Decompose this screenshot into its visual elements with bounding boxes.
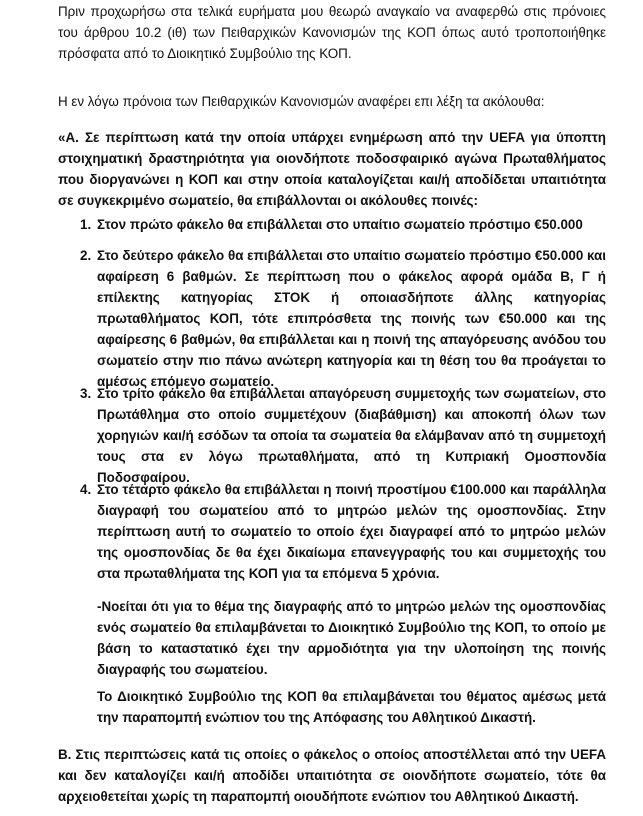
item-number: 4. — [80, 482, 92, 497]
penalty-item-4 — [80, 479, 606, 584]
penalty-item-3 — [80, 383, 606, 488]
item-number: 3. — [80, 386, 92, 401]
item-text: Στο τέταρτο φάκελο θα επιβάλλεται η ποινή προστίμου €100.000 και παράλληλα διαγραφή του σωματείου από το μητρώο μελών της ομοσπονδίας. Στην περίπτωση αυτή το σωματείο το οποίο έχει διαγραφεί από το μητρώο μελών της ομοσπονδίας δε θα έχει δικαίωμα επανεγγραφής του και συμμετοχής του στα πρωταθλήματα της ΚΟΠ για τα επόμενα 5 χρόνια. — [97, 482, 606, 581]
lead-paragraph: Η εν λόγω πρόνοια των Πειθαρχικών Κανονισμών αναφέρει επι λέξη τα ακόλουθα: — [58, 94, 545, 109]
item-text: Στο τρίτο φάκελο θα επιβάλλεται απαγόρευση συμμετοχής των σωματείων, στο Πρωτάθλημα στο οποίο συμμετέχουν (διαβάθμιση) και αποκοπή όλων των χορηγιών και/ή εσόδων τα οποία τα σωματεία θα ελάμβαναν από τη συμμετοχή τους στα εν λόγω πρωταθλήματα, από τη Κυπριακή Ομοσπονδία Ποδοσφαίρου. — [97, 386, 606, 485]
penalty-item-1 — [80, 214, 606, 235]
item-number: 2. — [80, 248, 92, 263]
intro-paragraph: Πριν προχωρήσω στα τελικά ευρήματα μου θεωρώ αναγκαίο να αναφερθώ στις πρόνοιες του άρθρου 10.2 (ιθ) των Πειθαρχικών Κανονισμών της ΚΟΠ όπως αυτό τροποποιήθηκε πρόσφατα από το Διοικητικό Συμβούλιο της ΚΟΠ. — [58, 4, 606, 61]
board-note: Το Διοικητικό Συμβούλιο της ΚΟΠ θα επιλαμβάνεται του θέματος αμέσως μετά την παραπομπή ενώπιον του της Απόφασης του Αθλητικού Δικαστή. — [97, 689, 606, 725]
item-text: Στο δεύτερο φάκελο θα επιβάλλεται στο υπαίτιο σωματείο πρόστιμο €50.000 και αφαίρεση 6 βαθμών. Σε περίπτωση που ο φάκελος αφορά ομάδα Β, Γ ή επίλεκτης κατηγορίας ΣΤΟΚ ή οποιασδήποτε άλλης κατηγορίας πρωταθλήματος ΚΟΠ, τότε επιπρόσθετα της ποινής των €50.000 και της αφαίρεσης 6 βαθμών, θα επιβάλλεται και η ποινή της απαγόρευσης ανόδου του σωματείο στην πιο πάνω ανώτερη κατηγορία και τη θέση του θα προάγεται το αμέσως επόμενο σωματείο. — [97, 248, 606, 389]
item-text: Στον πρώτο φάκελο θα επιβάλλεται στο υπαίτιο σωματείο πρόστιμο €50.000 — [97, 217, 583, 232]
penalty-item-2 — [80, 245, 606, 392]
deregistration-note: -Νοείται ότι για το θέμα της διαγραφής από το μητρώο μελών της ομοσπονδίας ενός σωματείο θα επιλαμβάνεται το Διοικητικό Συμβούλιο της ΚΟΠ, το οποίο με βάση το καταστατικό έχει την αρμοδιότητα για την υλοποίηση της ποινής διαγραφής του σωματείου. — [97, 599, 606, 677]
section-a-paragraph: «Α. Σε περίπτωση κατά την οποία υπάρχει ενημέρωση από την UEFA για ύποπτη στοιχηματική δραστηριότητα για οιονδήποτε ποδοσφαιρικό αγώνα Πρωταθλήματος που διοργανώνει η ΚΟΠ και στην οποία καταλογίζεται και/ή αποδίδεται υπαιτιότητα σε συγκεκριμένο σωματείο, θα επιβάλλονται οι ακόλουθες ποινές: — [58, 130, 606, 208]
section-b-paragraph: Β. Στις περιπτώσεις κατά τις οποίες ο φάκελος ο οποίος αποστέλλεται από την UEFA και δεν καταλογίζει και/ή αποδίδει υπαιτιότητα σε οιονδήποτε σωματείο, τότε θα αρχειοθετείται χωρίς τη παραπομπή οιουδήποτε ενώπιον του Αθλητικού Δικαστή. — [58, 747, 606, 804]
item-number: 1. — [80, 217, 92, 232]
